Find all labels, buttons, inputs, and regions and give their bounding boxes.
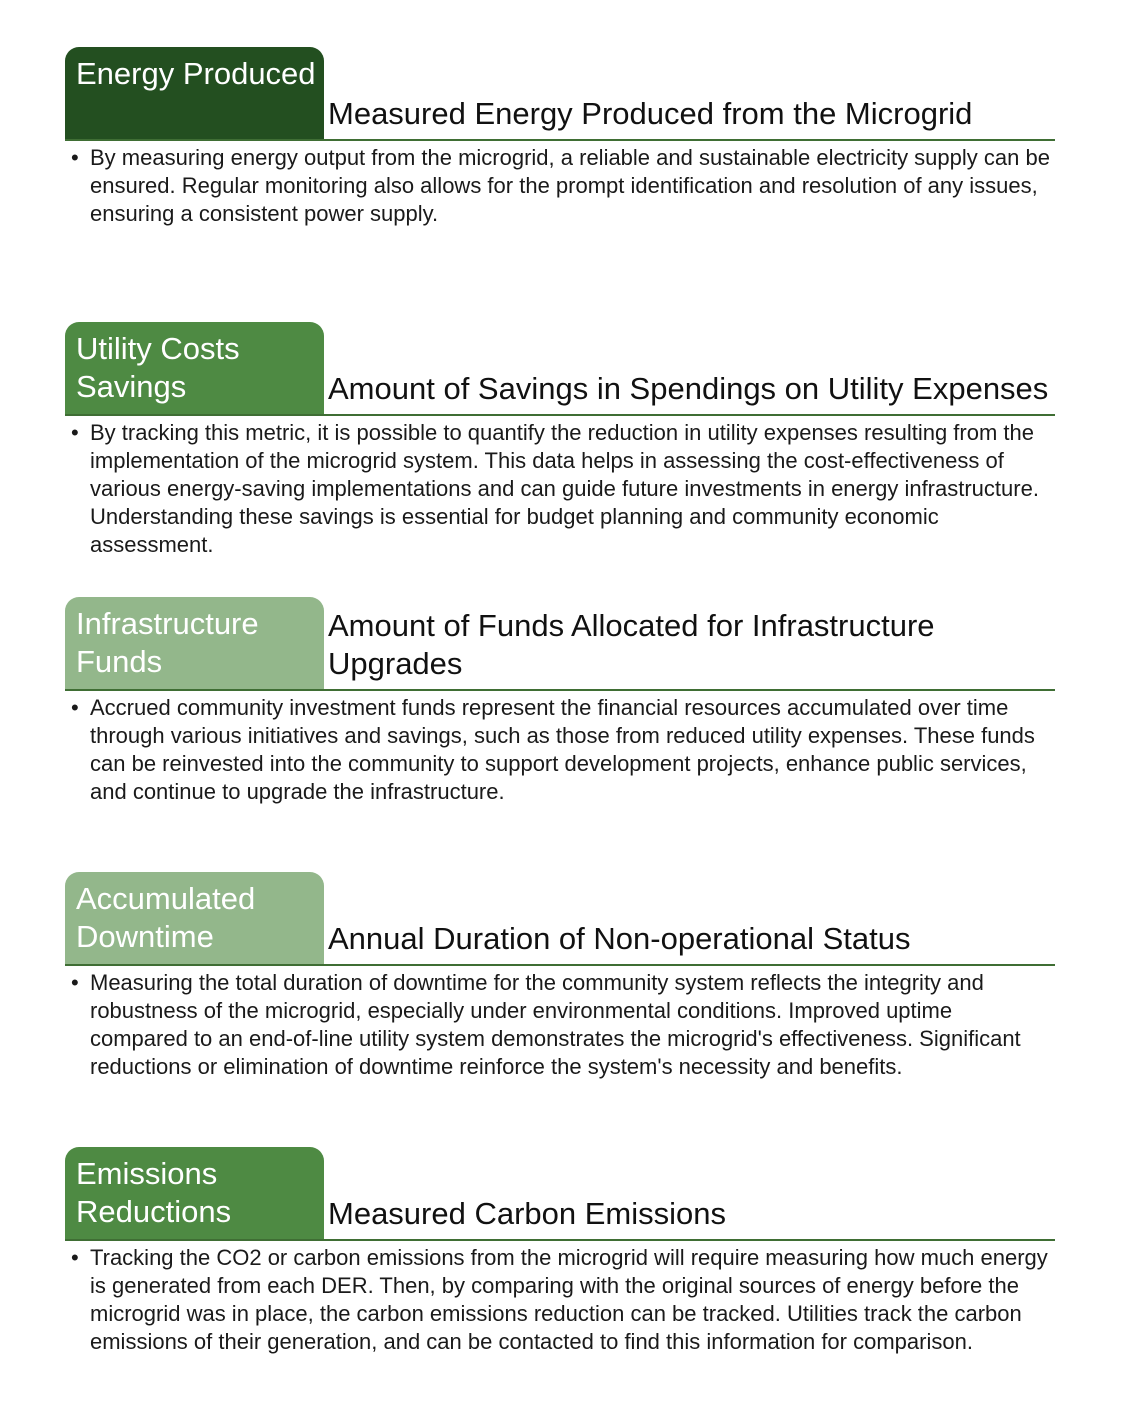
bullet-icon: • — [71, 1245, 79, 1270]
metric-description — [65, 1244, 1055, 1356]
section-header — [65, 1147, 1055, 1241]
section-header — [65, 47, 1055, 141]
metric-section-infrastructure-funds — [65, 597, 1055, 806]
metric-tag: Energy Produced — [65, 47, 324, 139]
metric-tag: Utility Costs Savings — [65, 322, 324, 414]
metric-tag: Emissions Reductions — [65, 1147, 324, 1239]
section-header — [65, 597, 1055, 691]
section-header — [65, 322, 1055, 416]
section-header — [65, 872, 1055, 966]
bullet-icon: • — [71, 420, 79, 445]
metric-heading: Amount of Savings in Spendings on Utility Expenses — [328, 371, 1049, 406]
metric-tag: Accumulated Downtime — [65, 872, 324, 964]
metric-section-emissions-reductions — [65, 1147, 1055, 1356]
description-text: Accrued community investment funds represent the financial resources accumulated over time through various initiatives and savings, such as those from reduced utility expenses. These funds can be reinvested into the community to support development projects, enhance public services, and continue to upgrade the infrastructure. — [90, 695, 1035, 804]
metric-description — [65, 419, 1055, 559]
description-text: Tracking the CO2 or carbon emissions from the microgrid will require measuring how much energy is generated from each DER. Then, by comparing with the original sources of energy before the microgrid was in place, the carbon emissions reduction can be tracked. Utilities track the carbon emissions of their generation, and can be contacted to find this information for comparison. — [90, 1245, 1048, 1354]
description-text: By tracking this metric, it is possible to quantify the reduction in utility expenses resulting from the implementation of the microgrid system. This data helps in assessing the cost-effectiveness of various energy-saving implementations and can guide future investments in energy infrastructure. Understanding these savings is essential for budget planning and community economic assessment. — [90, 420, 1039, 557]
metric-heading: Annual Duration of Non-operational Status — [328, 921, 911, 956]
bullet-icon: • — [71, 145, 79, 170]
bullet-icon: • — [71, 970, 79, 995]
description-text: By measuring energy output from the microgrid, a reliable and sustainable electricity supply can be ensured. Regular monitoring also allows for the prompt identification and resolution of any issues, ensuring a consistent power supply. — [90, 145, 1050, 226]
metric-description — [65, 694, 1055, 806]
metric-heading: Measured Carbon Emissions — [328, 1196, 727, 1231]
description-text: Measuring the total duration of downtime for the community system reflects the integrity and robustness of the microgrid, especially under environmental conditions. Improved uptime compared to an end-of-line utility system demonstrates the microgrid's effectiveness. Significant reductions or elimination of downtime reinforce the system's necessity and benefits. — [90, 970, 1021, 1079]
metric-section-energy-produced — [65, 47, 1055, 228]
metric-description — [65, 969, 1055, 1081]
metric-heading: Amount of Funds Allocated for Infrastructure Upgrades — [328, 608, 935, 681]
metric-section-accumulated-downtime — [65, 872, 1055, 1081]
metric-description — [65, 144, 1055, 228]
metric-section-utility-costs-savings — [65, 322, 1055, 559]
metric-heading: Measured Energy Produced from the Microgrid — [328, 96, 973, 131]
metric-tag: Infrastructure Funds — [65, 597, 324, 689]
bullet-icon: • — [71, 695, 79, 720]
